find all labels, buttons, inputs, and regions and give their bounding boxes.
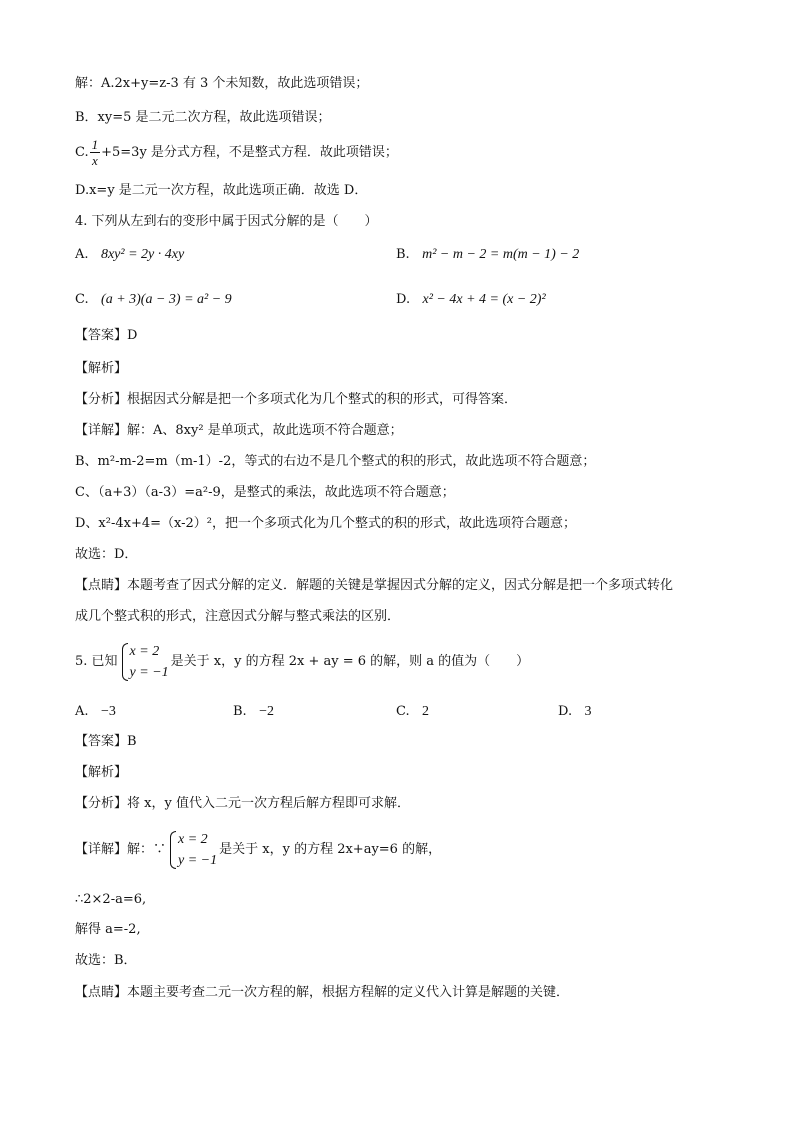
q5-dianjing: 【点睛】本题主要考查二元一次方程的解，根据方程解的定义代入计算是解题的关键． [75, 985, 570, 1000]
q4-detail-line: C、（a+3）（a-3）=a²-9，是整式的乘法，故此选项不符合题意； [75, 485, 455, 500]
q5-option-d-value: 3 [584, 704, 592, 719]
fraction-denominator: x [91, 153, 98, 168]
q4-option-a-label: A. [75, 247, 89, 262]
q4-option-d [396, 291, 546, 309]
fraction-numerator: 1 [91, 137, 99, 152]
q4-detail-line: D、x²-4x+4=（x-2）²，把一个多项式化为几个整式的积的形式，故此选项符合题意； [75, 516, 576, 531]
q4-option-c-label: C. [75, 292, 89, 307]
q5-option-d-label: D. [558, 704, 573, 719]
q4-option-b [396, 246, 579, 264]
question-5-stem [75, 640, 529, 684]
solution-line-b: B．xy=5 是二元二次方程，故此选项错误； [75, 110, 331, 125]
q4-option-a [75, 246, 184, 264]
q4-analysis-title: 【解析】 [75, 361, 128, 376]
q5-option-b-value: −2 [259, 704, 274, 719]
q5-stem-suffix: 是关于 x，y 的方程 2x + ay = 6 的解，则 a 的值为（ ） [170, 654, 530, 669]
question-4-stem: 4. 下列从左到右的变形中属于因式分解的是（ ） [75, 214, 378, 229]
q4-answer: 【答案】D [75, 328, 138, 343]
solution-line-d: D.x=y 是二元一次方程，故此选项正确．故选 D． [75, 183, 368, 198]
q5-option-c [396, 703, 429, 721]
q5-option-b-label: B. [233, 704, 247, 719]
q5-option-c-value: 2 [422, 704, 430, 719]
fraction-one-over-x [90, 137, 101, 168]
solution-line-a: 解：A.2x+y=z-3 有 3 个未知数，故此选项错误； [75, 76, 369, 91]
q5-answer: 【答案】B [75, 734, 137, 749]
q4-option-d-label: D. [396, 292, 411, 307]
q5-option-c-label: C. [396, 704, 410, 719]
q5-stem-prefix: 5. 已知 [75, 654, 118, 669]
q4-detail-line: 故选：D． [75, 547, 138, 562]
q5-option-a-label: A. [75, 704, 89, 719]
q5-fenxi: 【分析】将 x，y 值代入二元一次方程后解方程即可求解． [75, 796, 410, 811]
q5-detail-system-row: y = −1 [178, 852, 218, 868]
q5-detail-equation-system [168, 829, 217, 871]
q5-system-row: y = −1 [129, 664, 169, 680]
q4-dianjing-line-2: 成几个整式积的形式，注意因式分解与整式乘法的区别． [75, 609, 401, 624]
q5-option-d [558, 703, 592, 721]
q4-option-d-expr: x² − 4x + 4 = (x − 2)² [422, 292, 546, 307]
q5-step: 故选：B． [75, 953, 137, 968]
q5-detail-system-row: x = 2 [178, 831, 208, 847]
q4-option-a-expr: 8xy² = 2y · 4xy [100, 247, 185, 262]
q5-analysis-title: 【解析】 [75, 765, 128, 780]
q5-detail-line [75, 828, 441, 872]
q4-option-b-label: B. [396, 247, 410, 262]
q5-option-b [233, 703, 274, 721]
solution-line-c-prefix: C. [75, 145, 89, 160]
q4-option-c-expr: (a + 3)(a − 3) = a² − 9 [101, 292, 232, 307]
q5-system-row: x = 2 [129, 643, 160, 659]
q5-detail-prefix: 【详解】解：∵ [75, 842, 167, 857]
q5-option-a [75, 703, 116, 721]
q4-detail-line: 【详解】解：A、8xy² 是单项式，故此选项不符合题意； [75, 423, 403, 438]
q4-dianjing-line-1: 【点睛】本题考查了因式分解的定义．解题的关键是掌握因式分解的定义，因式分解是把一个多项式转化 [75, 578, 674, 593]
q4-option-b-expr: m² − m − 2 = m(m − 1) − 2 [422, 247, 580, 262]
solution-line-c [75, 137, 398, 168]
q4-fenxi: 【分析】根据因式分解是把一个多项式化为几个整式的积的形式，可得答案． [75, 392, 518, 407]
q5-equation-system [120, 641, 169, 683]
q5-step: 解得 a=-2, [75, 922, 141, 937]
q5-option-a-value: −3 [100, 704, 116, 719]
q4-option-c [75, 291, 232, 309]
q5-step: ∴2×2-a=6, [75, 892, 147, 907]
solution-line-c-rest: +5=3y 是分式方程，不是整式方程．故此项错误； [101, 145, 398, 160]
q5-detail-suffix: 是关于 x，y 的方程 2x+ay=6 的解， [219, 842, 442, 857]
q4-detail-line: B、m²-m-2=m（m-1）-2，等式的右边不是几个整式的积的形式，故此选项不符合题意； [75, 454, 596, 469]
